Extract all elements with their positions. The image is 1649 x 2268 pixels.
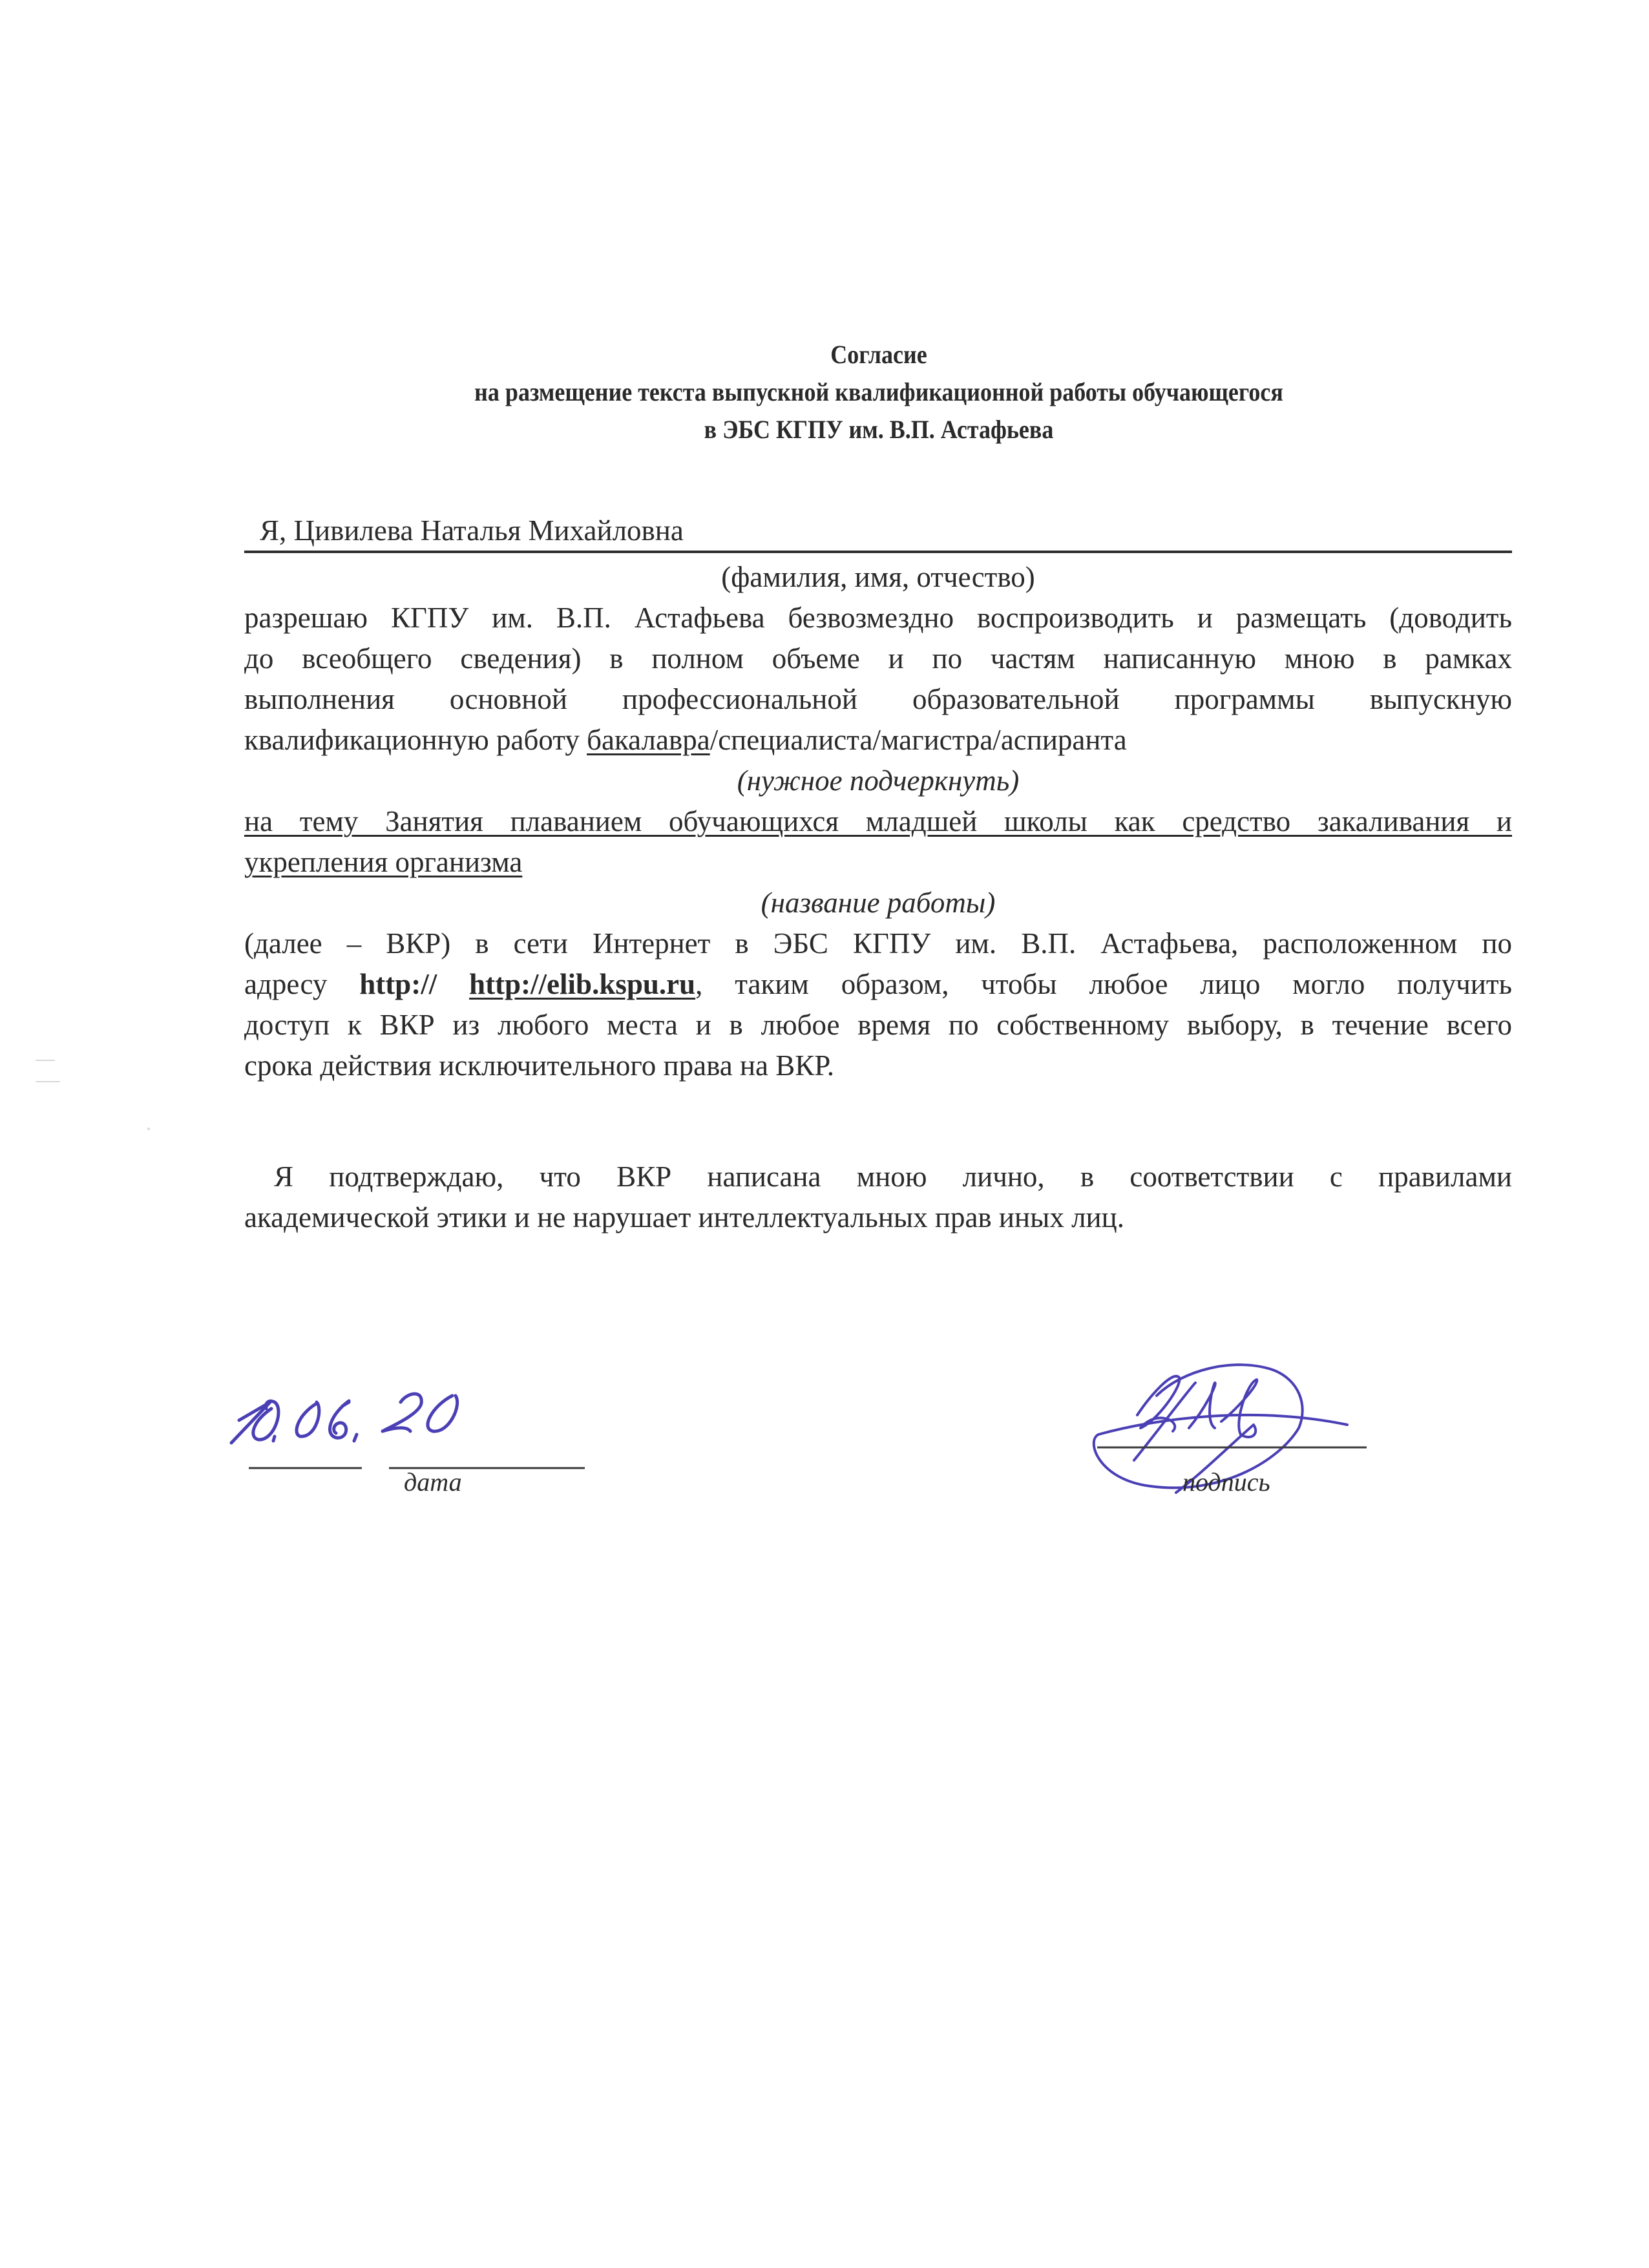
paragraph-line: срока действия исключительного права на ВКР. xyxy=(244,1049,834,1082)
student-name: Я, Цивилева Наталья Михайловна xyxy=(260,514,684,547)
degree-caption: (нужное подчеркнуть) xyxy=(737,764,1020,797)
date-field xyxy=(213,1344,601,1538)
date-dot-2 xyxy=(354,1434,357,1441)
scan-speck xyxy=(36,1060,55,1061)
degree-selected-underlined: бакалавра xyxy=(587,724,710,756)
date-caption: дата xyxy=(404,1467,462,1496)
signature-caption: подпись xyxy=(1182,1467,1270,1496)
signature-descender xyxy=(1134,1383,1195,1460)
degree-lead-text: квалификационную работу xyxy=(244,724,587,756)
permission-paragraph xyxy=(244,598,1512,1086)
degree-options-rest: /специалиста/магистра/аспиранта xyxy=(709,724,1127,756)
signature-field xyxy=(1060,1331,1447,1525)
digit-1 xyxy=(231,1402,270,1443)
digit-0b xyxy=(297,1402,319,1436)
digit-6 xyxy=(330,1401,349,1438)
date-dot-1 xyxy=(273,1436,275,1441)
document-subtitle-line2: в ЭБС КГПУ им. В.П. Астафьева xyxy=(704,415,1054,444)
signature-stroke xyxy=(1098,1415,1347,1434)
signature-letter-2 xyxy=(1189,1383,1215,1428)
digit-2 xyxy=(383,1394,421,1431)
paragraph-line: выполнения основной профессиональной образовательной программы выпускную xyxy=(244,683,1512,715)
scan-speck xyxy=(147,1128,150,1130)
paragraph-line-url xyxy=(244,964,1512,1005)
document-title: Согласие xyxy=(830,340,927,369)
url-lead-text: адресу xyxy=(244,968,360,1000)
document-subtitle-line1: на размещение текста выпускной квалификационной работы обучающегося xyxy=(474,377,1283,406)
paragraph-line: (далее – ВКР) в сети Интернет в ЭБС КГПУ им. В.П. Астафьева, расположенном по xyxy=(244,927,1512,960)
paragraph-line: разрешаю КГПУ им. В.П. Астафьева безвозмездно воспроизводить и размещать (доводить xyxy=(244,602,1512,634)
topic-caption: (название работы) xyxy=(761,887,996,919)
confirmation-line2: академической этики и не нарушает интеллектуальных прав иных лиц. xyxy=(244,1201,1124,1234)
url-trailing-text: , таким образом, чтобы любое лицо могло получить xyxy=(695,968,1513,1000)
document-header xyxy=(309,336,1449,448)
digit-0 xyxy=(253,1401,278,1440)
name-caption: (фамилия, имя, отчество) xyxy=(721,561,1035,593)
topic-line1: на тему Занятия плаванием обучающихся младшей школы как средство закаливания и xyxy=(244,805,1512,837)
paragraph-line: доступ к ВКР из любого места и в любое время по собственному выбору, в течение всего xyxy=(244,1009,1512,1041)
topic-line2: укрепления организма xyxy=(244,846,523,878)
digit-6-tail xyxy=(342,1402,349,1406)
name-underline xyxy=(244,551,1512,553)
confirmation-line1: Я подтверждаю, что ВКР написана мною лично, в соответствии с правилами xyxy=(274,1160,1512,1193)
handwritten-date xyxy=(213,1344,601,1538)
url-prefix: http:// xyxy=(359,968,437,1000)
digit-0c xyxy=(428,1396,457,1431)
student-name-field xyxy=(244,510,1512,556)
elib-link[interactable]: http://elib.kspu.ru xyxy=(469,968,696,1000)
paragraph-line: до всеобщего сведения) в полном объеме и по частям написанную мною в рамках xyxy=(244,642,1512,675)
confirmation-paragraph xyxy=(244,1157,1512,1238)
scan-speck xyxy=(36,1081,60,1082)
paragraph-line-degree xyxy=(244,720,1512,761)
